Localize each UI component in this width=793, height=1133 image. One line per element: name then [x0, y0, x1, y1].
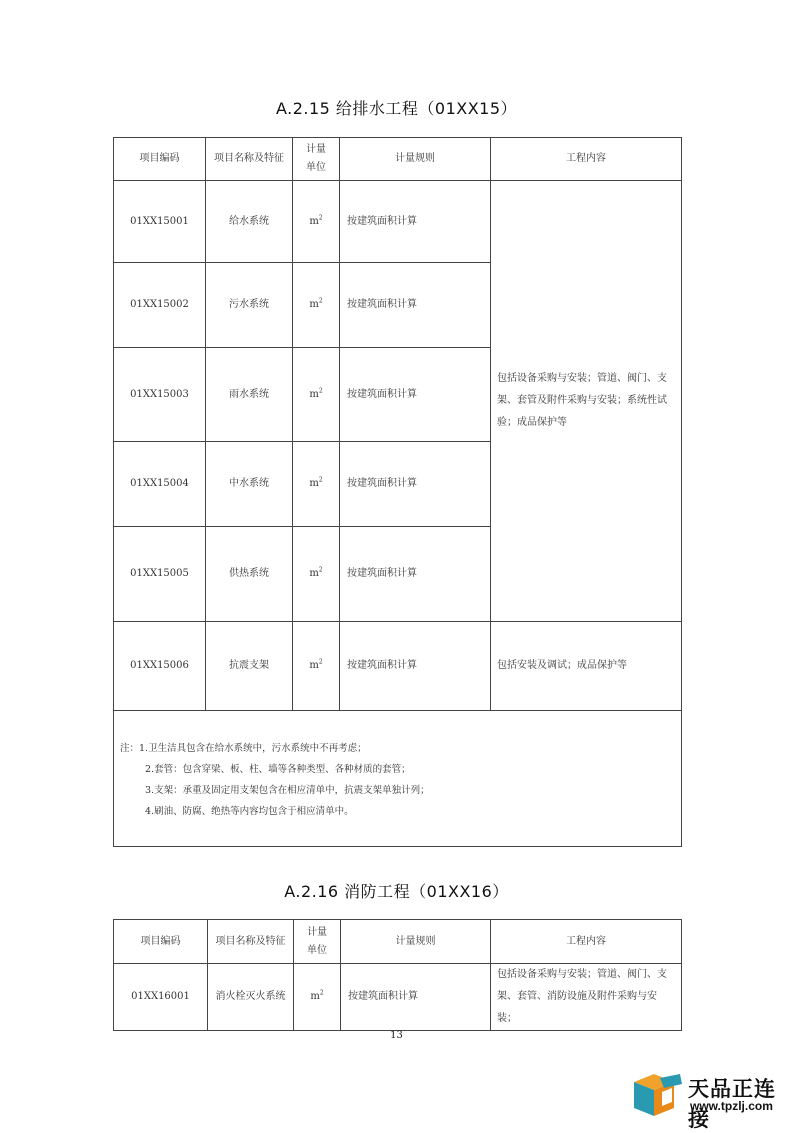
- fire-protection-table: [113, 919, 682, 1031]
- logo-url: www.tpzlj.com: [690, 1099, 773, 1113]
- item-unit: [293, 348, 340, 442]
- logo-name: 天品正连接: [688, 1077, 776, 1131]
- item-unit: [294, 964, 341, 1031]
- notes-row: [114, 711, 682, 847]
- header-rule: 计量规则: [340, 138, 491, 181]
- item-name: 消火栓灭火系统: [208, 964, 294, 1031]
- note-line: 2.套管：包含穿梁、板、柱、墙等各种类型、各种材质的套管；: [145, 764, 411, 775]
- item-name: 抗震支架: [206, 622, 293, 711]
- header-content: 工程内容: [491, 138, 682, 181]
- logo-cube-icon: [634, 1072, 684, 1118]
- note-line: 3.支架：承重及固定用支架包含在相应清单中，抗震支架单独计列；: [145, 785, 430, 796]
- table-row: [114, 964, 682, 1031]
- unit-sup: 2: [319, 989, 324, 997]
- header-unit: [294, 920, 341, 964]
- header-unit-line1: 计量: [307, 926, 327, 938]
- header-unit-line1: 计量: [306, 144, 326, 155]
- item-content-merged: 包括设备采购与安装；管道、阀门、支架、套管及附件采购与安装；系统性试验；成品保护等: [491, 181, 682, 622]
- item-rule: 按建筑面积计算: [341, 964, 491, 1031]
- item-rule: 按建筑面积计算: [340, 348, 491, 442]
- item-code: 01XX15001: [114, 181, 206, 263]
- unit-text: m: [309, 568, 319, 579]
- table-header-row: [114, 138, 682, 181]
- item-code: 01XX16001: [114, 964, 208, 1031]
- table-row: [114, 622, 682, 711]
- unit-sup: 2: [318, 387, 323, 395]
- header-unit: [293, 138, 340, 181]
- note-line: 注：1.卫生洁具包含在给水系统中，污水系统中不再考虑；: [120, 743, 367, 754]
- item-rule: 按建筑面积计算: [340, 263, 491, 348]
- item-content: 包括安装及调试；成品保护等: [491, 622, 682, 711]
- item-unit: [293, 181, 340, 263]
- table-header-row: [114, 920, 682, 964]
- header-content: 工程内容: [491, 920, 682, 964]
- page-number: 13: [390, 1030, 403, 1041]
- unit-sup: 2: [318, 297, 323, 305]
- unit-sup: 2: [318, 566, 323, 574]
- item-code: 01XX15005: [114, 527, 206, 622]
- unit-text: m: [309, 299, 319, 310]
- item-name: 供热系统: [206, 527, 293, 622]
- header-unit-line2: 单位: [306, 162, 326, 173]
- item-name: 给水系统: [206, 181, 293, 263]
- section-title-a215: A.2.15 给排水工程（01XX15）: [275, 99, 518, 118]
- unit-text: m: [310, 991, 320, 1002]
- item-name: 雨水系统: [206, 348, 293, 442]
- water-drainage-table: [113, 137, 682, 847]
- header-name: 项目名称及特征: [208, 920, 294, 964]
- header-name: 项目名称及特征: [206, 138, 293, 181]
- item-content: 包括设备采购与安装；管道、阀门、支架、套管、消防设施及附件采购与安装；: [491, 964, 682, 1031]
- header-rule: 计量规则: [341, 920, 491, 964]
- note-line: 4.刷油、防腐、绝热等内容均包含于相应清单中。: [145, 806, 354, 817]
- header-unit-line2: 单位: [307, 944, 327, 956]
- unit-sup: 2: [318, 214, 323, 222]
- header-code: 项目编码: [114, 920, 208, 964]
- item-unit: [293, 622, 340, 711]
- item-unit: [293, 263, 340, 348]
- unit-sup: 2: [318, 658, 323, 666]
- unit-text: m: [309, 478, 319, 489]
- item-rule: 按建筑面积计算: [340, 622, 491, 711]
- item-rule: 按建筑面积计算: [340, 442, 491, 527]
- item-code: 01XX15002: [114, 263, 206, 348]
- unit-text: m: [309, 388, 319, 400]
- item-unit: [293, 442, 340, 527]
- item-code: 01XX15003: [114, 348, 206, 442]
- watermark-logo: [634, 1070, 793, 1131]
- unit-text: m: [309, 660, 319, 671]
- header-code: 项目编码: [114, 138, 206, 181]
- item-rule: 按建筑面积计算: [340, 181, 491, 263]
- item-name: 污水系统: [206, 263, 293, 348]
- item-name: 中水系统: [206, 442, 293, 527]
- item-code: 01XX15006: [114, 622, 206, 711]
- section-title-a216: A.2.16 消防工程（01XX16）: [284, 882, 509, 901]
- table-row: [114, 181, 682, 263]
- notes-cell: [114, 711, 682, 847]
- unit-text: m: [309, 215, 319, 227]
- unit-sup: 2: [318, 476, 323, 484]
- item-rule: 按建筑面积计算: [340, 527, 491, 622]
- item-unit: [293, 527, 340, 622]
- item-code: 01XX15004: [114, 442, 206, 527]
